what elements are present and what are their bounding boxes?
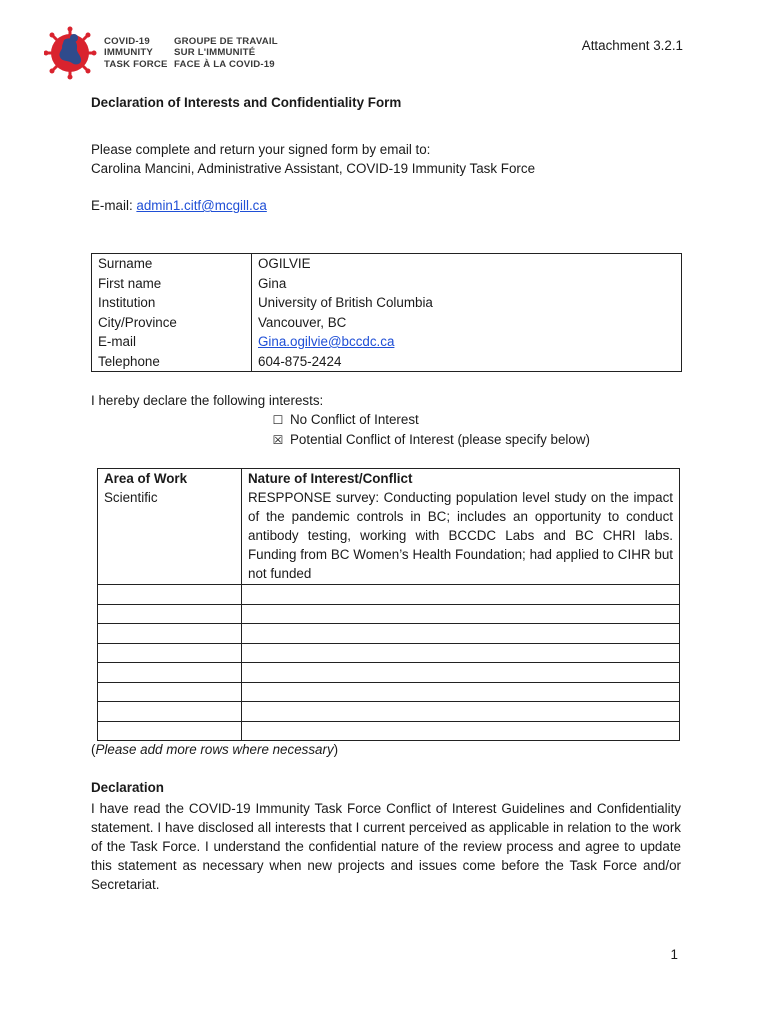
info-row xyxy=(92,332,682,352)
declaration-title: Declaration xyxy=(91,780,164,795)
interests-header-row xyxy=(98,469,680,489)
info-row xyxy=(92,293,682,313)
nature-header: Nature of Interest/Conflict xyxy=(242,469,680,489)
info-value[interactable]: Gina xyxy=(252,274,682,294)
email-link[interactable]: admin1.citf@mcgill.ca xyxy=(136,198,267,213)
logo-en-line: TASK FORCE xyxy=(104,58,168,70)
logo-french-text xyxy=(174,36,278,70)
interests-intro: I hereby declare the following interests: xyxy=(91,393,324,408)
option-label: No Conflict of Interest xyxy=(290,412,419,427)
note-paren: ( xyxy=(91,742,96,757)
empty-row xyxy=(98,585,680,605)
logo-english-text xyxy=(104,36,168,70)
declaration-text: I have read the COVID-19 Immunity Task Force Conflict of Interest Guidelines and Confidentiality statement. I have disclosed all interests that I current perceived as applicable in relation to the work of the Task Force. I understand the confidential nature of the review process and agree to update this statement as necessary when new projects and issues come before the Task Force and/or Secretariat. xyxy=(91,801,681,892)
interests-row xyxy=(98,488,680,585)
logo-fr-line: SUR L'IMMUNITÉ xyxy=(174,47,256,59)
page-number: 1 xyxy=(670,947,678,962)
info-label: E-mail xyxy=(92,332,252,352)
add-rows-note xyxy=(91,742,338,757)
note-paren: ) xyxy=(333,742,339,757)
empty-row xyxy=(98,682,680,702)
info-label: Telephone xyxy=(92,352,252,372)
info-label: Institution xyxy=(92,293,252,313)
info-email-link[interactable]: Gina.ogilvie@bccdc.ca xyxy=(258,334,395,349)
empty-cell[interactable] xyxy=(242,604,680,624)
logo-fr-line: GROUPE DE TRAVAIL xyxy=(174,36,278,47)
empty-cell[interactable] xyxy=(242,624,680,644)
virus-logo-icon xyxy=(44,26,100,82)
empty-row xyxy=(98,604,680,624)
empty-cell[interactable] xyxy=(242,702,680,722)
empty-cell[interactable] xyxy=(98,663,242,683)
option-label: Potential Conflict of Interest (please specify below) xyxy=(290,432,590,447)
note-text: Please add more rows where necessary xyxy=(95,742,334,757)
info-value[interactable] xyxy=(252,332,682,352)
empty-cell[interactable] xyxy=(242,643,680,663)
logo-en-line: COVID-19 xyxy=(104,36,150,47)
info-label: Surname xyxy=(92,254,252,274)
empty-cell[interactable] xyxy=(98,585,242,605)
info-label: First name xyxy=(92,274,252,294)
info-value[interactable]: 604-875-2424 xyxy=(252,352,682,372)
empty-cell[interactable] xyxy=(242,682,680,702)
info-value[interactable]: University of British Columbia xyxy=(252,293,682,313)
empty-row xyxy=(98,663,680,683)
logo-fr-line: FACE À LA COVID-19 xyxy=(174,58,275,70)
info-label: City/Province xyxy=(92,313,252,333)
email-line xyxy=(91,198,267,213)
empty-cell[interactable] xyxy=(242,721,680,741)
empty-row xyxy=(98,643,680,663)
area-of-work-cell[interactable]: Scientific xyxy=(98,488,242,585)
empty-cell[interactable] xyxy=(98,721,242,741)
potential-conflict-option[interactable] xyxy=(272,432,590,447)
no-conflict-option[interactable] xyxy=(272,412,419,427)
empty-cell[interactable] xyxy=(98,604,242,624)
citf-logo xyxy=(44,26,284,82)
instructions-line: Please complete and return your signed form by email to: xyxy=(91,142,431,157)
empty-cell[interactable] xyxy=(98,682,242,702)
interests-table xyxy=(97,468,680,741)
empty-row xyxy=(98,721,680,741)
email-label: E-mail: xyxy=(91,198,137,213)
info-row xyxy=(92,274,682,294)
form-title: Declaration of Interests and Confidentiality Form xyxy=(91,95,402,110)
personal-info-table xyxy=(91,253,682,372)
logo-en-line: IMMUNITY xyxy=(104,47,154,59)
empty-cell[interactable] xyxy=(242,585,680,605)
empty-cell[interactable] xyxy=(98,702,242,722)
instructions-contact: Carolina Mancini, Administrative Assistant, COVID-19 Immunity Task Force xyxy=(91,161,536,176)
info-value[interactable]: OGILVIE xyxy=(252,254,682,274)
empty-cell[interactable] xyxy=(242,663,680,683)
area-of-work-header: Area of Work xyxy=(98,469,242,489)
info-row xyxy=(92,313,682,333)
info-row xyxy=(92,352,682,372)
info-row xyxy=(92,254,682,274)
checkbox-checked-icon[interactable]: ☒ xyxy=(272,433,284,447)
empty-row xyxy=(98,624,680,644)
empty-row xyxy=(98,702,680,722)
attachment-label: Attachment 3.2.1 xyxy=(581,38,683,53)
empty-cell[interactable] xyxy=(98,643,242,663)
info-value[interactable]: Vancouver, BC xyxy=(252,313,682,333)
empty-cell[interactable] xyxy=(98,624,242,644)
nature-cell[interactable]: RESPPONSE survey: Conducting population level study on the impact of the pandemic controls in BC; includes an opportunity to conduct antibody testing, working with BCCDC Labs and BC CHRI labs. Funding from BC Women’s Health Foundation; had applied to CIHR but not funded xyxy=(242,488,680,585)
checkbox-unchecked-icon[interactable]: ☐ xyxy=(272,413,284,427)
